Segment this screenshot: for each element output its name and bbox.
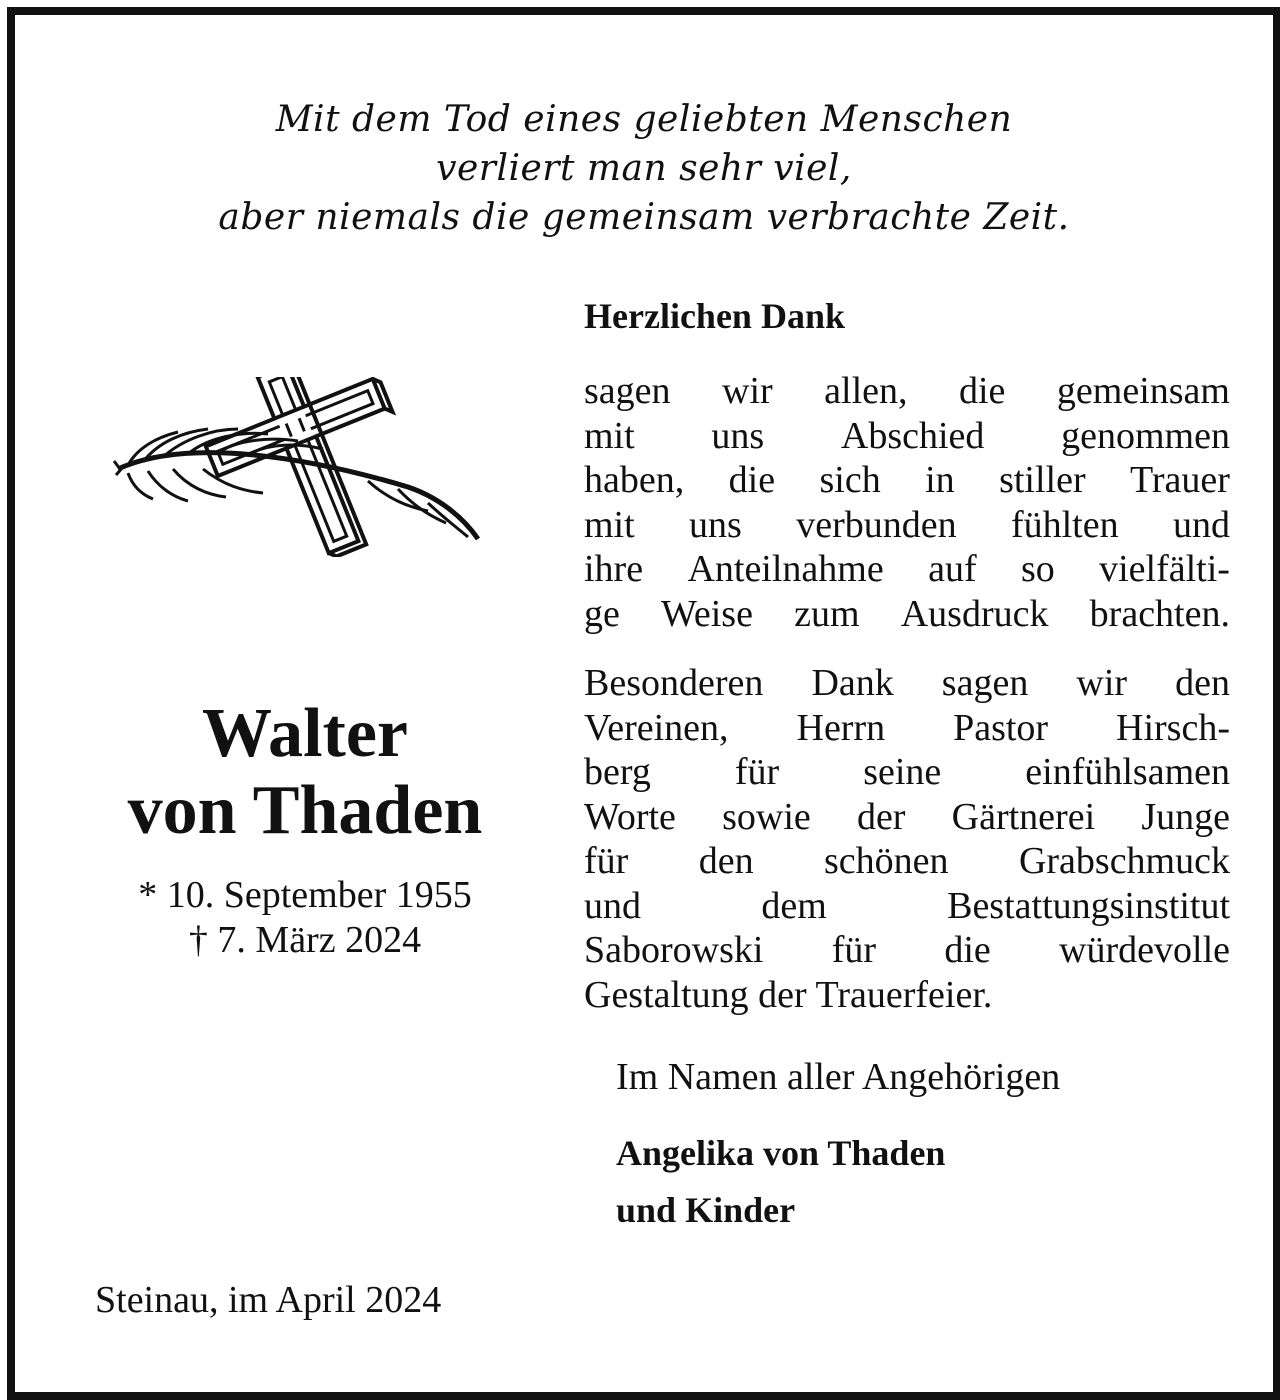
signature-names (616, 1125, 945, 1239)
quote-line: Mit dem Tod eines geliebten Menschen (275, 99, 1013, 140)
text-line: haben, die sich in stiller Trauer (584, 459, 1230, 501)
deceased-name (55, 695, 555, 849)
quote-line: aber niemals die gemeinsam verbrachte Zeit. (218, 197, 1070, 238)
text-line: Besonderen Dank sagen wir den (584, 662, 1230, 704)
text-line: ihre Anteilnahme auf so vielfälti- (584, 548, 1230, 590)
text-line: mit uns verbunden fühlten und (584, 503, 1230, 546)
text-line: Saborowski für die würdevolle (584, 929, 1230, 971)
text-line: sagen wir allen, die gemeinsam (584, 370, 1230, 412)
signature-family: und Kinder (616, 1190, 796, 1230)
text-line: Vereinen, Herrn Pastor Hirsch- (584, 706, 1230, 749)
text-line: und dem Bestattungsinstitut (584, 884, 1230, 927)
place-and-date: Steinau, im April 2024 (95, 1279, 442, 1321)
thanks-paragraph-1 (584, 369, 1230, 636)
last-name: von Thaden (127, 772, 483, 849)
text-line: Worte sowie der Gärtnerei Junge (584, 795, 1230, 838)
quote-line: verliert man sehr viel, (436, 148, 852, 189)
thanks-title: Herzlichen Dank (584, 296, 845, 336)
text-line: berg für seine einfühlsamen (584, 751, 1230, 793)
death-date: † 7. März 2024 (188, 919, 422, 961)
memorial-quote (15, 95, 1273, 242)
text-line: für den schönen Grabschmuck (584, 840, 1230, 882)
first-name: Walter (201, 695, 409, 772)
cross-with-palm-branch-icon (108, 377, 488, 557)
signature-intro: Im Namen aller Angehörigen (616, 1056, 1061, 1098)
text-line: mit uns Abschied genommen (584, 414, 1230, 457)
obituary-frame (7, 7, 1280, 1400)
text-line: Gestaltung der Trauerfeier. (584, 973, 993, 1016)
thanks-paragraph-2 (584, 661, 1230, 1017)
signature-name: Angelika von Thaden (616, 1133, 946, 1173)
life-dates (55, 873, 555, 963)
text-line: ge Weise zum Ausdruck brachten. (584, 592, 1230, 635)
birth-date: * 10. September 1955 (138, 874, 472, 916)
